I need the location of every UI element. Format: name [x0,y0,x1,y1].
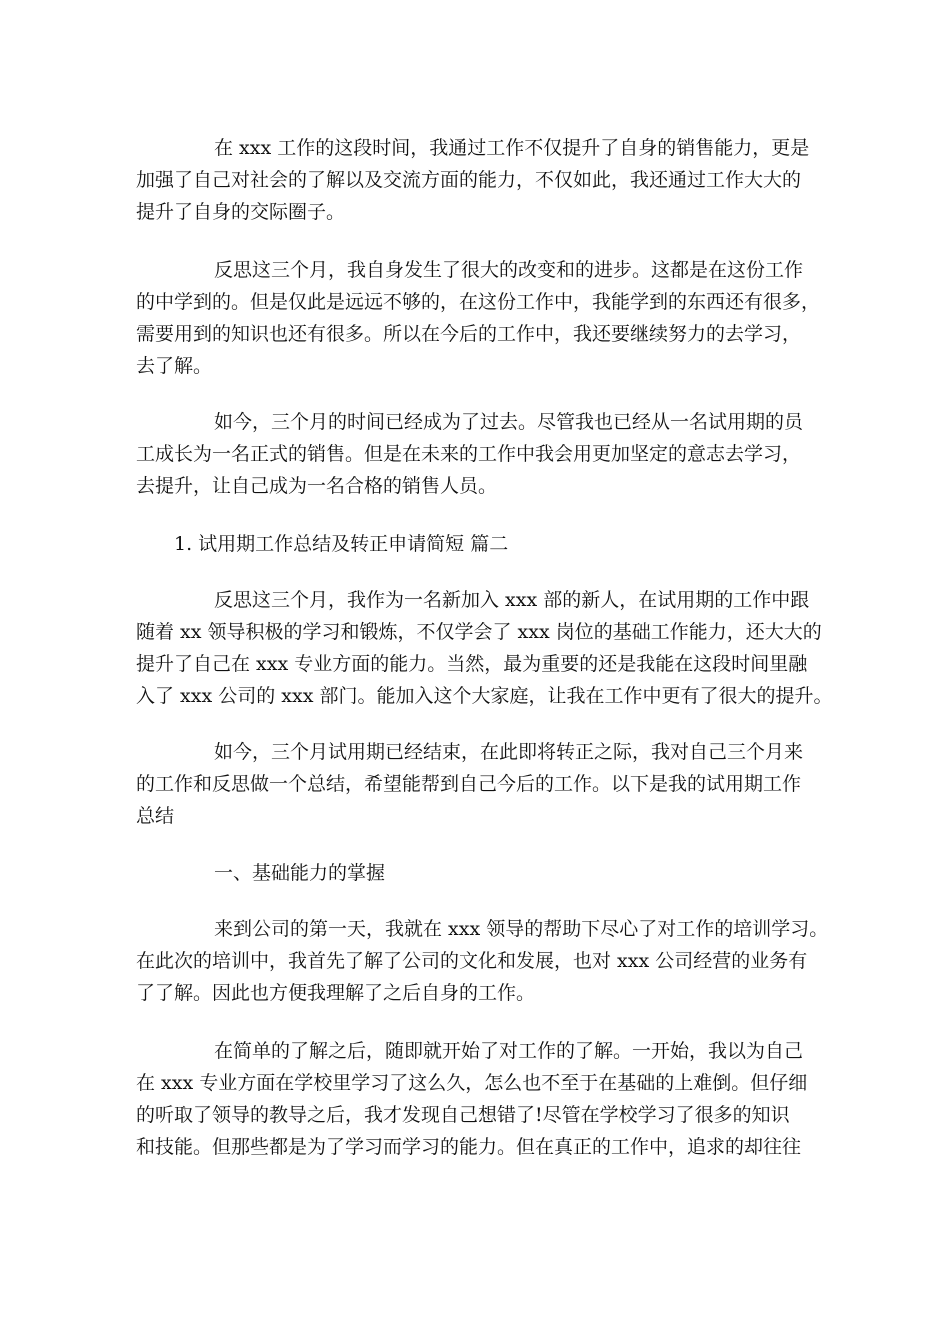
paragraph-3 [136,406,816,502]
text-line: 和技能。但那些都是为了学习而学习的能力。但在真正的工作中，追求的却往往 [136,1136,802,1158]
text-line: 需要用到的知识也还有很多。所以在今后的工作中，我还要继续努力的去学习， [136,323,802,345]
text-line: 总结 [136,805,175,827]
text-line: 在 xxx 专业方面在学校里学习了这么久，怎么也不至于在基础的上难倒。但仔细 [136,1072,808,1094]
text-line: 提升了自身的交际圈子。 [136,201,346,223]
text-line: 的工作和反思做一个总结，希望能帮到自己今后的工作。以下是我的试用期工作 [136,773,802,795]
text-line: 如今，三个月的时间已经成为了过去。尽管我也已经从一名试用期的员 [214,411,804,433]
text-line: 加强了自己对社会的了解以及交流方面的能力，不仅如此，我还通过工作大大的 [136,169,802,191]
paragraph-1 [136,132,816,228]
paragraph-6 [136,913,829,1009]
section-heading-part-two [136,528,816,560]
text-line: 反思这三个月，我作为一名新加入 xxx 部的新人，在试用期的工作中跟 [214,589,810,611]
paragraph-2 [136,254,821,382]
text-line: 在此次的培训中，我首先了解了公司的文化和发展，也对 xxx 公司经营的业务有 [136,950,808,972]
text-line: 来到公司的第一天，我就在 xxx 领导的帮助下尽心了对工作的培训学习。 [214,918,829,940]
text-line: 的听取了领导的教导之后，我才发现自己想错了!尽管在学校学习了很多的知识 [136,1104,790,1126]
paragraph-4 [136,584,833,712]
text-line: 的中学到的。但是仅此是远远不够的，在这份工作中，我能学到的东西还有很多， [136,291,821,313]
text-line: 去了解。 [136,355,213,377]
text-line: 去提升，让自己成为一名合格的销售人员。 [136,475,498,497]
text-line: 了了解。因此也方便我理解了之后自身的工作。 [136,982,536,1004]
text-line: 随着 xx 领导积极的学习和锻炼，不仅学会了 xxx 岗位的基础工作能力，还大大的 [136,621,822,643]
text-line: 入了 xxx 公司的 xxx 部门。能加入这个大家庭，让我在工作中更有了很大的提升。 [136,685,833,707]
paragraph-5 [136,736,816,832]
text-line: 在 xxx 工作的这段时间，我通过工作不仅提升了自身的销售能力，更是 [214,137,810,159]
subheading-basic-skills [136,857,816,889]
paragraph-7 [136,1035,816,1163]
text-line: 工成长为一名正式的销售。但是在未来的工作中我会用更加坚定的意志去学习， [136,443,802,465]
text-line: 提升了自己在 xxx 专业方面的能力。当然，最为重要的还是我能在这段时间里融 [136,653,808,675]
text-line: 反思这三个月，我自身发生了很大的改变和的进步。这都是在这份工作 [214,259,804,281]
text-line: 在简单的了解之后，随即就开始了对工作的了解。一开始，我以为自己 [214,1040,804,1062]
subheading-text: 一、基础能力的掌握 [214,862,386,884]
section-heading-text: 1. 试用期工作总结及转正申请简短 篇二 [174,533,509,555]
text-line: 如今，三个月试用期已经结束，在此即将转正之际，我对自己三个月来 [214,741,804,763]
